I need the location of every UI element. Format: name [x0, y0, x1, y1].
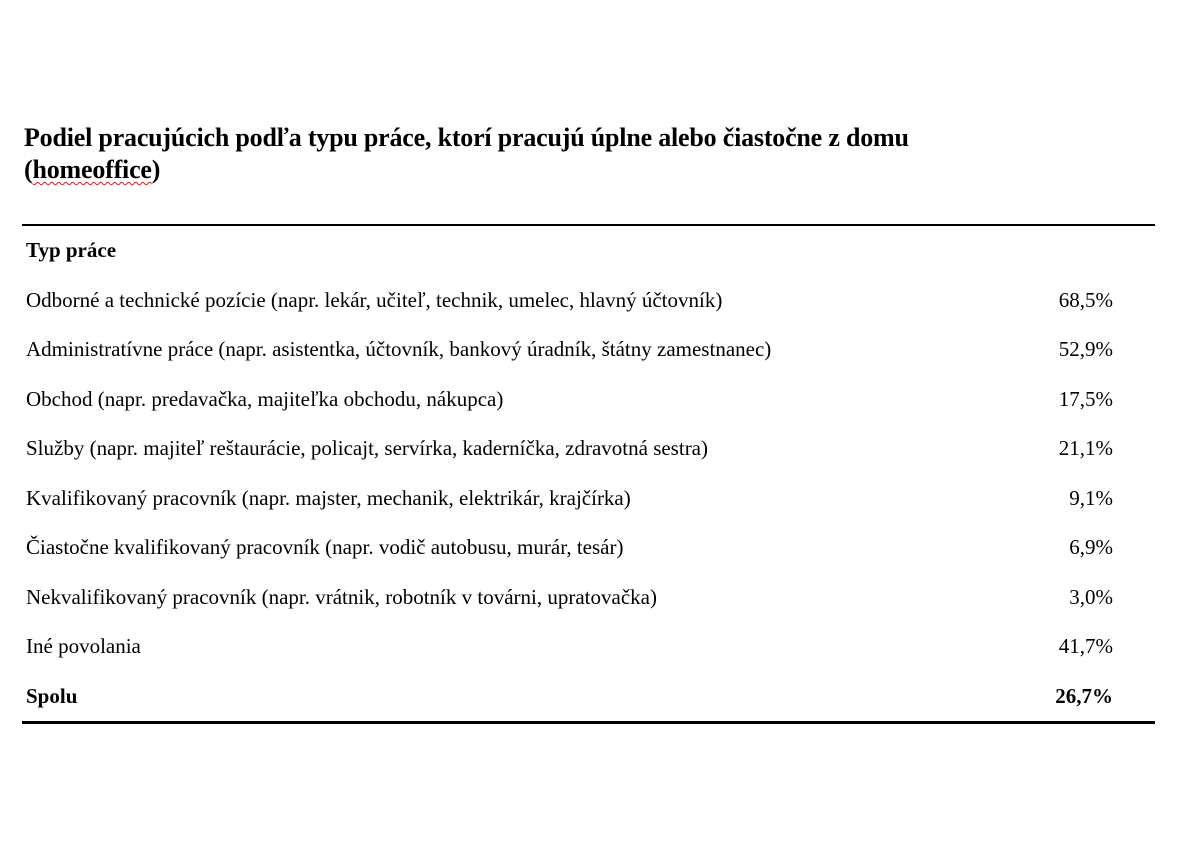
- total-value: 26,7%: [1055, 683, 1113, 708]
- row-value: 6,9%: [1069, 535, 1113, 559]
- table-total-row: [22, 672, 1155, 722]
- row-label: Čiastočne kvalifikovaný pracovník (napr. vodič autobusu, murár, tesár): [26, 535, 624, 559]
- data-table: [22, 224, 1155, 724]
- table-header-row: [22, 226, 1155, 276]
- row-label: Nekvalifikovaný pracovník (napr. vrátnik, robotník v továrni, upratovačka): [26, 584, 657, 609]
- document-title: [24, 122, 1144, 186]
- row-value: 9,1%: [1069, 485, 1113, 510]
- row-value: 3,0%: [1069, 584, 1113, 609]
- row-value: 68,5%: [1058, 287, 1113, 312]
- title-misspelled-word: homeoffice: [32, 155, 152, 184]
- table-row: [22, 622, 1155, 672]
- row-label: Služby (napr. majiteľ reštaurácie, policajt, servírka, kaderníčka, zdravotná sestra): [26, 436, 708, 460]
- table-row: [22, 474, 1155, 524]
- table-row: [22, 276, 1155, 326]
- row-label: Iné povolania: [26, 634, 141, 658]
- table-row: [22, 523, 1155, 573]
- row-value: 17,5%: [1058, 386, 1113, 411]
- table-row: [22, 375, 1155, 425]
- row-label: Kvalifikovaný pracovník (napr. majster, mechanik, elektrikár, krajčírka): [26, 485, 631, 510]
- title-paren-open: (: [24, 155, 33, 184]
- column-header-job-type: Typ práce: [26, 238, 117, 262]
- table-row: [22, 325, 1155, 375]
- title-main-text: Podiel pracujúcich podľa typu práce, ktorí pracujú úplne alebo čiastočne z domu: [24, 123, 909, 152]
- row-label: Administratívne práce (napr. asistentka, účtovník, bankový úradník, štátny zamestnanec): [26, 337, 772, 361]
- table-row: [22, 424, 1155, 474]
- row-value: 52,9%: [1058, 337, 1113, 361]
- title-paren-close: ): [151, 155, 161, 184]
- row-label: Obchod (napr. predavačka, majiteľka obchodu, nákupca): [26, 386, 504, 411]
- table-bottom-rule: [22, 721, 1155, 724]
- row-value: 41,7%: [1058, 634, 1113, 658]
- total-label: Spolu: [26, 683, 78, 708]
- table-row: [22, 573, 1155, 623]
- row-label: Odborné a technické pozície (napr. lekár, učiteľ, technik, umelec, hlavný účtovník): [26, 287, 723, 312]
- row-value: 21,1%: [1058, 436, 1113, 460]
